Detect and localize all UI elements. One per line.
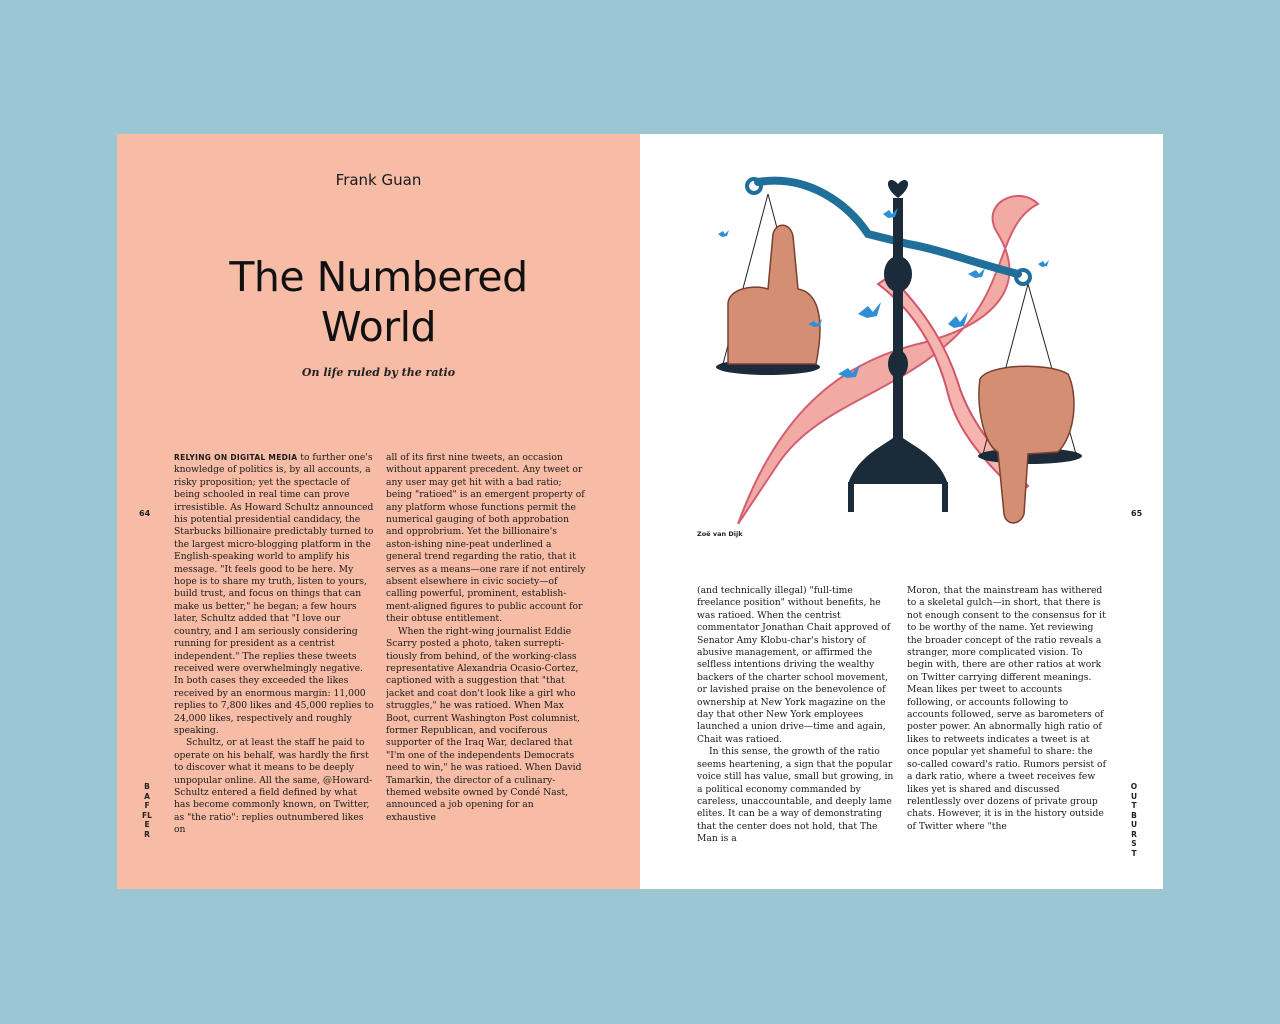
article-title <box>117 252 640 352</box>
magazine-spread <box>117 134 1163 889</box>
right-page <box>640 134 1163 889</box>
scale-illustration <box>698 164 1098 524</box>
scale-beam <box>758 181 1018 274</box>
title-line-2: World <box>321 303 436 351</box>
paragraph: (and technically illegal) "full-time freelance position" without benefits, he was ratioed. When the centrist commentator Jonathan Chait approved of Senator Amy Klobu-char's history of abusive management, or affirmed the selfless intentions driving the wealthy backers of the charter school movement, or lavished praise on the benevolence of ownership at New York magazine on the day that other New York employees launched a union drive—time and again, Chait was ratioed. <box>697 585 891 745</box>
paragraph: Moron, that the mainstream has withered to a skeletal gulch—in short, that there is not enough consent to the consensus for it to be worthy of the name. Yet reviewing the broader concept of the ratio reveals a stranger, more complicated vision. To begin with, there are other ratios at work on Twitter carrying different meanings. Mean likes per tweet to accounts following, or accounts following to accounts followed, serve as barometers of poster power. An abnormally high ratio of likes to retweets indicates a tweet is at once popular yet shameful to share: the so-called coward's ratio. Rumors persist of a dark ratio, where a tweet receives few likes yet is shared and discussed relentlessly over dozens of private group chats. However, it is in the history outside of Twitter where "the <box>907 585 1106 832</box>
paragraph: Schultz, or at least the staff he paid to operate on his behalf, was hardly the first to discover what it means to be deeply unpopular online. All the same, @Howard-Schultz entered a field defined by what has become commonly known, on Twitter, as "the ratio": replies outnumbered likes on <box>174 737 373 836</box>
paragraph: In this sense, the growth of the ratio seems heartening, a sign that the popular voice still has value, small but growing, in a political economy commanded by careless, unaccountable, and deeply lame elites. It can be a way of demonstrating that the center does not hold, that The Man is a <box>697 746 894 845</box>
lead-in: RELYING ON DIGITAL MEDIA <box>174 453 298 462</box>
scale-foot <box>942 482 948 512</box>
body-column-3 <box>697 585 897 857</box>
left-page <box>117 134 640 889</box>
body-column-4 <box>907 585 1107 857</box>
page-number-right: 65 <box>1131 509 1143 518</box>
paragraph: When the right-wing journalist Eddie Scarry posted a photo, taken surrepti-tiously from behind, of the working-class representative Alexandria Ocasio-Cortez, captioned with a suggestion that "that jacket and coat don't look like a girl who struggles," he was ratioed. When Max Boot, current Washington Post columnist, former Republican, and vociferous supporter of the Iraq War, declared that "I'm one of the independents Democrats need to win," he was ratioed. When David Tamarkin, the director of a culinary-themed website owned by Condé Nast, announced a job opening for an exhaustive <box>386 625 582 823</box>
scale-foot <box>848 482 854 512</box>
side-label-left: BAFFLER <box>142 782 152 839</box>
author-name: Frank Guan <box>335 171 422 189</box>
thumbs-up-hand <box>728 225 820 364</box>
bird-icon <box>968 268 985 278</box>
heart-finial <box>888 180 908 198</box>
side-label-right: OUTBURST <box>1130 782 1138 858</box>
body-column-1 <box>174 452 374 856</box>
bird-icon <box>718 230 729 237</box>
pillar-knob <box>884 256 912 292</box>
paragraph: all of its first nine tweets, an occasion without apparent precedent. Any tweet or any user may get hit with a bad ratio; being "ratioed" is an emergent property of any platform whose functions permit the numerical gauging of both approbation and opprobrium. Yet the billionaire's aston-ishing nine-peat underlined a general trend regarding the ratio, that it serves as a means—one rare if not entirely absent elsewhere in civic society—of calling powerful, prominent, establish-ment-aligned figures to public account for their obtuse entitlement. <box>386 452 586 625</box>
paragraph <box>174 452 374 737</box>
article-subtitle: On life ruled by the ratio <box>301 366 456 379</box>
bird-icon <box>858 302 881 318</box>
paragraph-text: to further one's knowledge of politics is, by all accounts, a risky proposition; yet the spectacle of being schooled in real time can prove irresistible. As Howard Schultz announced his potential presidential candidacy, the Starbucks billionaire predictably turned to the largest micro-blogging platform in the English-speaking world to amplify his message. "It feels good to be here. My hope is to share my truth, listen to yours, build trust, and focus on things that can make us better," he began; a few hours later, Schultz added that "I love our country, and I am seriously considering running for president as a centrist independent." The replies these tweets received were overwhelmingly negative. In both cases they exceeded the likes received by an enormous margin: 11,000 replies to 7,800 likes and 45,000 replies to 24,000 likes, respectively and roughly speaking. <box>174 452 374 736</box>
title-line-1: The Numbered <box>229 253 528 301</box>
beam-curl-left <box>747 179 761 193</box>
body-column-2 <box>386 452 586 856</box>
scale-pillar <box>893 198 903 448</box>
pillar-knob <box>888 350 908 378</box>
scale-base <box>848 434 948 484</box>
thumbs-down-hand <box>979 366 1074 523</box>
page-number-left: 64 <box>139 509 151 518</box>
bird-icon <box>1038 260 1049 267</box>
illustration-credit: Zoë van Dijk <box>697 530 743 538</box>
